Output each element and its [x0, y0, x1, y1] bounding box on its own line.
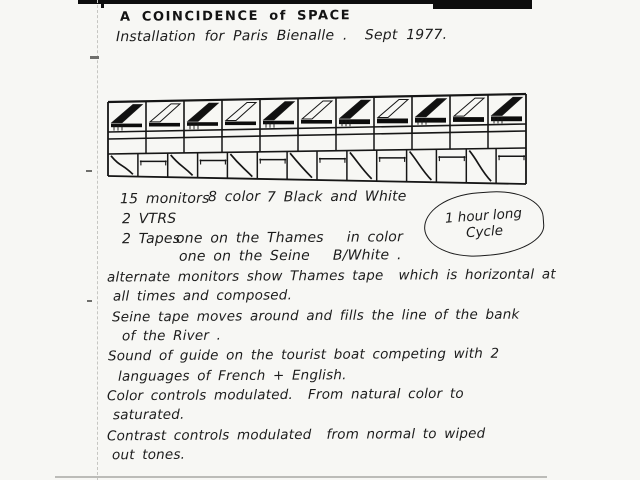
note-line: all times and composed.: [112, 287, 293, 305]
margin-mark: [87, 300, 92, 302]
note-line: Seine tape moves around and fills the line of the bank: [111, 306, 520, 326]
spec-vtrs: 2 VTRS: [121, 210, 177, 228]
note-line: of the River .: [121, 327, 222, 345]
spec-color-count: 8 color: [207, 188, 261, 206]
spec-tape-seine: one on the Seine B/White .: [178, 247, 402, 265]
cycle-note-circle: [422, 188, 546, 260]
monitor-strip-sketch: [106, 88, 530, 190]
page-title: A COINCIDENCE of SPACE: [119, 8, 352, 25]
note-line: Contrast controls modulated from normal to wiped: [106, 425, 486, 445]
page-subtitle: Installation for Paris Bienalle . Sept 1977.: [115, 26, 448, 46]
spec-tape-thames: one on the Thames in color: [175, 229, 404, 247]
scan-edge-bottom: [55, 476, 547, 478]
note-line: out tones.: [111, 446, 186, 464]
cycle-note-line1: 1 hour long: [444, 205, 523, 227]
note-line: languages of French + English.: [117, 367, 347, 385]
scan-edge-top-tick: [101, 0, 104, 8]
note-line: Color controls modulated. From natural color to: [106, 385, 464, 405]
scan-edge-top-thin: [78, 0, 435, 4]
note-line: saturated.: [112, 406, 185, 424]
scan-edge-top-thick: [433, 0, 532, 9]
notebook-margin-line: [97, 0, 98, 480]
note-line: alternate monitors show Thames tape which is horizontal at: [106, 266, 556, 286]
margin-mark: [90, 56, 99, 59]
cycle-note-line2: Cycle: [465, 222, 504, 242]
note-line: Sound of guide on the tourist boat competing with 2: [107, 345, 500, 365]
margin-mark: [86, 170, 92, 172]
monitor-grid-svg: [106, 88, 530, 190]
spec-monitor-count: 15 monitors: [119, 190, 210, 208]
spec-bw-count: 7 Black and White: [266, 188, 407, 206]
spec-tapes: 2 Tapes: [121, 230, 181, 248]
